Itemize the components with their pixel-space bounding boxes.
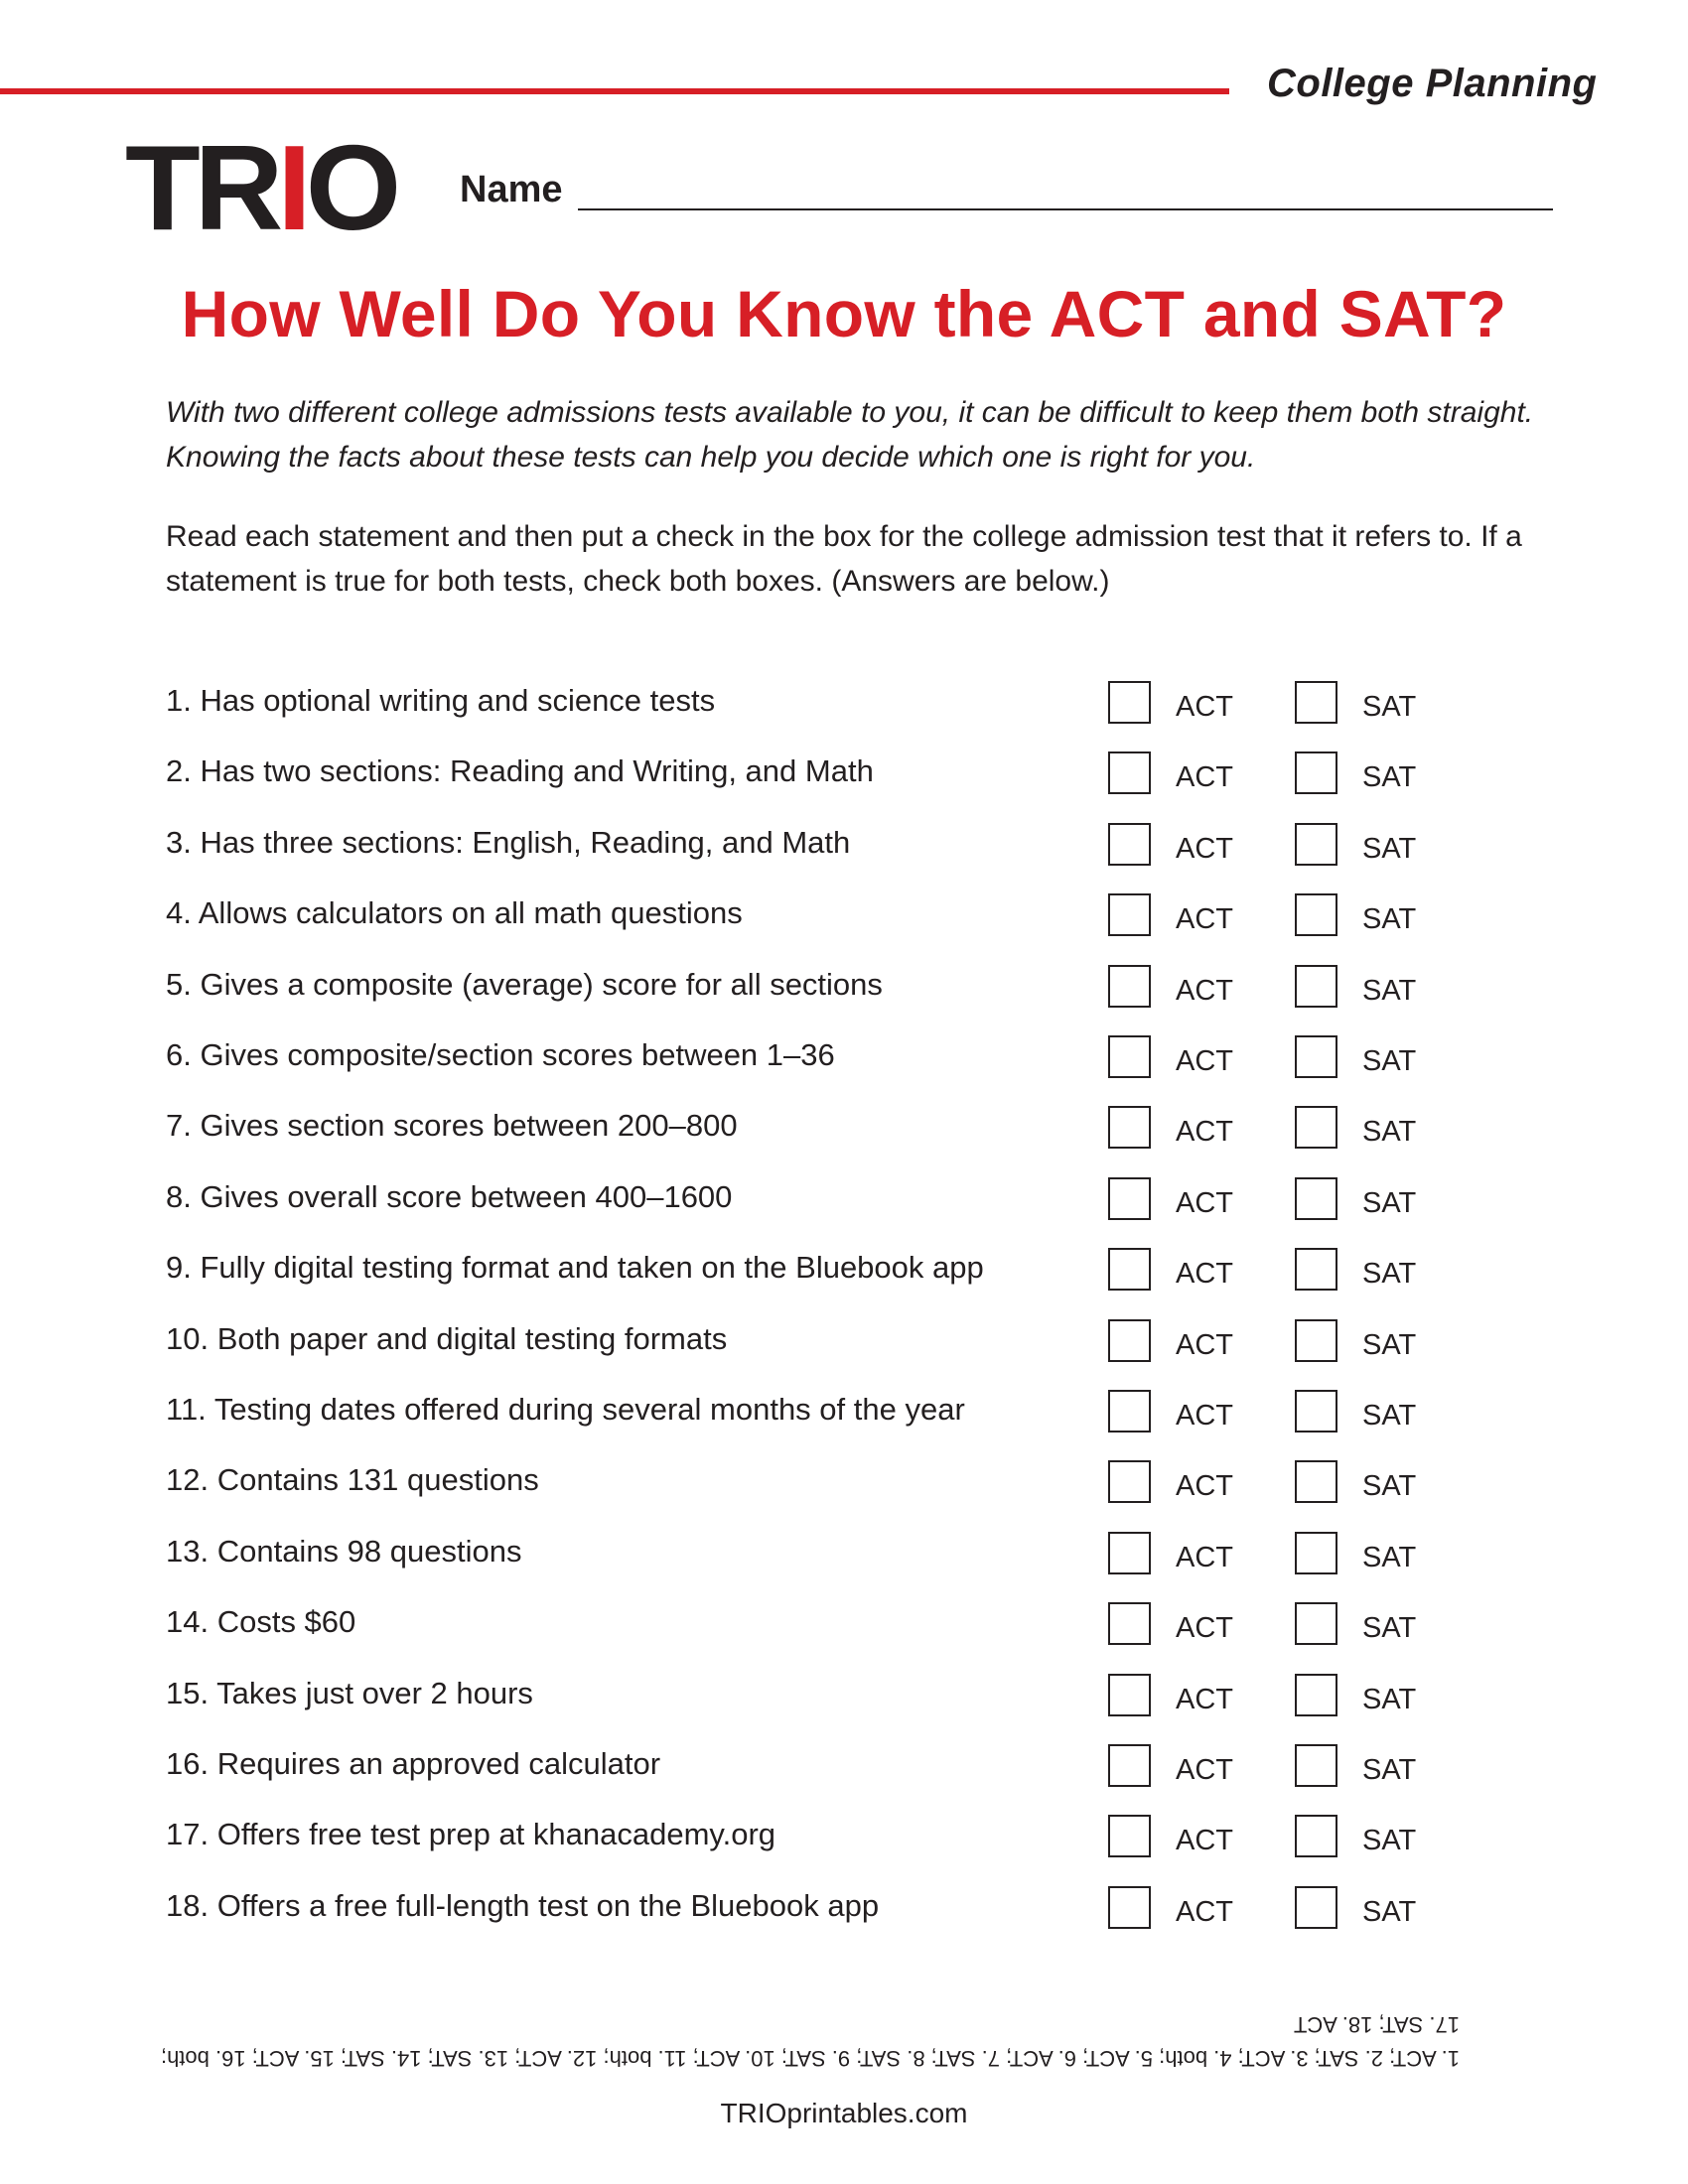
question-row (0, 1106, 1688, 1161)
sat-checkbox[interactable] (1295, 1886, 1337, 1929)
act-label: ACT (1176, 1045, 1233, 1077)
question-text: 3. Has three sections: English, Reading, and Math (166, 825, 851, 860)
answer-key-line: 1. ACT; 2. SAT; 3. ACT; 4. both; 5. ACT; 6. ACT; 7. SAT; 8. SAT; 9. SAT; 10. ACT; 11. both; 12. ACT; 13. SAT; 14. SAT; 15. ACT; 16. both; (160, 2046, 1460, 2071)
act-checkbox[interactable] (1108, 1035, 1151, 1078)
question-row (0, 1744, 1688, 1800)
act-label: ACT (1176, 1329, 1233, 1361)
question-row (0, 681, 1688, 737)
question-row (0, 1177, 1688, 1233)
sat-checkbox[interactable] (1295, 1674, 1337, 1716)
act-checkbox[interactable] (1108, 1248, 1151, 1291)
sat-label: SAT (1362, 1329, 1417, 1361)
sat-label: SAT (1362, 1187, 1417, 1219)
answer-key (160, 1995, 1460, 2075)
question-row (0, 1674, 1688, 1729)
question-text: 6. Gives composite/section scores between 1–36 (166, 1037, 835, 1072)
sat-checkbox[interactable] (1295, 1177, 1337, 1220)
intro-text: With two different college admissions tests available to you, it can be difficult to keep them both straight. Knowing the facts about these tests can help you decide which one is right for you. (166, 396, 1534, 474)
sat-checkbox[interactable] (1295, 1602, 1337, 1645)
act-label: ACT (1176, 1612, 1233, 1644)
act-checkbox[interactable] (1108, 1602, 1151, 1645)
sat-checkbox[interactable] (1295, 1744, 1337, 1787)
sat-label: SAT (1362, 1400, 1417, 1432)
sat-checkbox[interactable] (1295, 893, 1337, 936)
question-text: 5. Gives a composite (average) score for all sections (166, 967, 883, 1002)
sat-label: SAT (1362, 761, 1417, 793)
sat-checkbox[interactable] (1295, 751, 1337, 794)
sat-label: SAT (1362, 1045, 1417, 1077)
act-label: ACT (1176, 975, 1233, 1007)
sat-checkbox[interactable] (1295, 1815, 1337, 1857)
name-label: Name (460, 169, 563, 210)
sat-label: SAT (1362, 833, 1417, 865)
sat-label: SAT (1362, 1612, 1417, 1644)
question-row (0, 893, 1688, 949)
question-row (0, 1248, 1688, 1303)
act-checkbox[interactable] (1108, 965, 1151, 1008)
act-checkbox[interactable] (1108, 893, 1151, 936)
sat-checkbox[interactable] (1295, 1248, 1337, 1291)
act-checkbox[interactable] (1108, 1177, 1151, 1220)
act-label: ACT (1176, 1400, 1233, 1432)
act-label: ACT (1176, 1896, 1233, 1928)
sat-checkbox[interactable] (1295, 681, 1337, 724)
question-text: 14. Costs $60 (166, 1604, 356, 1639)
act-label: ACT (1176, 1754, 1233, 1786)
sat-label: SAT (1362, 975, 1417, 1007)
sat-label: SAT (1362, 903, 1417, 935)
act-checkbox[interactable] (1108, 751, 1151, 794)
sat-label: SAT (1362, 1754, 1417, 1786)
sat-checkbox[interactable] (1295, 1390, 1337, 1433)
act-label: ACT (1176, 833, 1233, 865)
question-text: 11. Testing dates offered during several months of the year (166, 1392, 965, 1427)
question-row (0, 1035, 1688, 1091)
page-title: How Well Do You Know the ACT and SAT? (181, 277, 1507, 350)
instructions-text: Read each statement and then put a check in the box for the college admission test that it refers to. If a statement is true for both tests, check both boxes. (Answers are below.) (166, 520, 1522, 598)
question-row (0, 1460, 1688, 1516)
question-row (0, 1886, 1688, 1942)
logo-text-part: TR (125, 121, 278, 256)
header-rule (0, 88, 1229, 94)
sat-checkbox[interactable] (1295, 1319, 1337, 1362)
act-label: ACT (1176, 761, 1233, 793)
question-text: 9. Fully digital testing format and taken on the Bluebook app (166, 1250, 984, 1285)
question-row (0, 1532, 1688, 1587)
question-row (0, 823, 1688, 879)
category-label: College Planning (1267, 62, 1598, 105)
act-label: ACT (1176, 691, 1233, 723)
sat-checkbox[interactable] (1295, 1460, 1337, 1503)
question-text: 13. Contains 98 questions (166, 1534, 522, 1569)
act-label: ACT (1176, 1470, 1233, 1502)
sat-label: SAT (1362, 1684, 1417, 1715)
question-row (0, 1390, 1688, 1445)
question-text: 16. Requires an approved calculator (166, 1746, 661, 1781)
act-checkbox[interactable] (1108, 1390, 1151, 1433)
act-label: ACT (1176, 1542, 1233, 1573)
act-checkbox[interactable] (1108, 1744, 1151, 1787)
answer-key-line: 17. SAT; 18. ACT (1293, 2012, 1460, 2037)
question-text: 4. Allows calculators on all math questions (166, 895, 743, 930)
act-checkbox[interactable] (1108, 1674, 1151, 1716)
act-checkbox[interactable] (1108, 1532, 1151, 1574)
question-text: 8. Gives overall score between 400–1600 (166, 1179, 733, 1214)
sat-label: SAT (1362, 1470, 1417, 1502)
question-text: 7. Gives section scores between 200–800 (166, 1108, 738, 1143)
question-text: 12. Contains 131 questions (166, 1462, 539, 1497)
sat-label: SAT (1362, 1116, 1417, 1148)
act-label: ACT (1176, 1684, 1233, 1715)
trio-logo (125, 121, 396, 256)
logo-text-accent: I (277, 121, 306, 256)
footer-site: TRIOprintables.com (720, 2098, 968, 2128)
act-label: ACT (1176, 1825, 1233, 1856)
act-checkbox[interactable] (1108, 823, 1151, 866)
question-row (0, 1815, 1688, 1870)
sat-checkbox[interactable] (1295, 1532, 1337, 1574)
question-text: 18. Offers a free full-length test on the Bluebook app (166, 1888, 880, 1923)
sat-label: SAT (1362, 1825, 1417, 1856)
question-row (0, 1319, 1688, 1375)
sat-checkbox[interactable] (1295, 1035, 1337, 1078)
act-label: ACT (1176, 1187, 1233, 1219)
question-row (0, 751, 1688, 807)
question-row (0, 1602, 1688, 1658)
question-text: 15. Takes just over 2 hours (166, 1676, 533, 1710)
act-checkbox[interactable] (1108, 681, 1151, 724)
question-text: 2. Has two sections: Reading and Writing, and Math (166, 753, 874, 788)
sat-checkbox[interactable] (1295, 1106, 1337, 1149)
act-label: ACT (1176, 903, 1233, 935)
question-text: 17. Offers free test prep at khanacademy.org (166, 1817, 776, 1851)
question-row (0, 965, 1688, 1021)
sat-checkbox[interactable] (1295, 965, 1337, 1008)
sat-label: SAT (1362, 1258, 1417, 1290)
sat-label: SAT (1362, 1896, 1417, 1928)
logo-text-part: O (305, 121, 396, 256)
sat-checkbox[interactable] (1295, 823, 1337, 866)
act-checkbox[interactable] (1108, 1319, 1151, 1362)
name-field[interactable] (578, 208, 1553, 210)
act-label: ACT (1176, 1258, 1233, 1290)
act-checkbox[interactable] (1108, 1886, 1151, 1929)
act-checkbox[interactable] (1108, 1460, 1151, 1503)
act-checkbox[interactable] (1108, 1106, 1151, 1149)
sat-label: SAT (1362, 691, 1417, 723)
act-checkbox[interactable] (1108, 1815, 1151, 1857)
question-text: 10. Both paper and digital testing formats (166, 1321, 728, 1356)
question-text: 1. Has optional writing and science tests (166, 683, 716, 718)
act-label: ACT (1176, 1116, 1233, 1148)
sat-label: SAT (1362, 1542, 1417, 1573)
